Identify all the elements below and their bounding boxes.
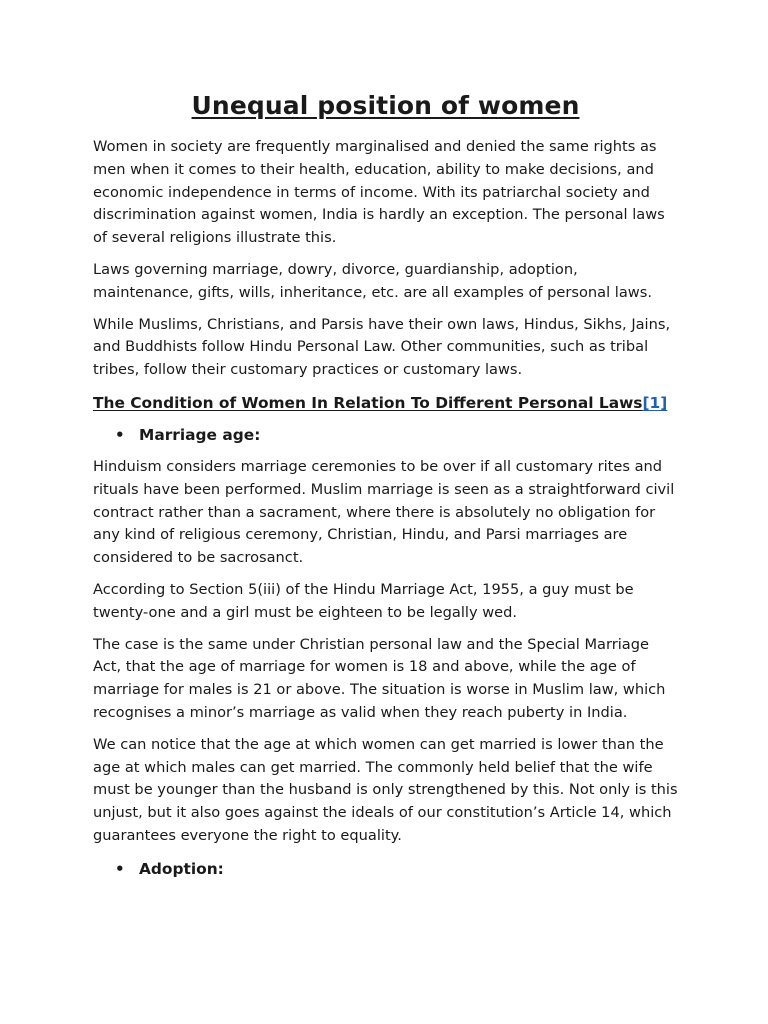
document-page [93,88,678,890]
reference-link[interactable]: [1] [642,393,668,412]
marriage-paragraph-4: We can notice that the age at which women can get married is lower than the age at which males can get married. The commonly held belief that the wife must be younger than the husband is only strengthened by this. Not only is this unjust, but it also goes against the ideals of our constitution’s Article 14, which guarantees everyone the right to equality. [93,735,678,844]
bullet-dot-icon: • [115,425,125,444]
section-heading [93,391,678,415]
marriage-paragraph-1: Hinduism considers marriage ceremonies to be over if all customary rites and rituals have been performed. Muslim marriage is seen as a straightforward civil contract rather than a sacrament, where there is absolutely no obligation for any kind of religious ceremony, Christian, Hindu, and Parsi marriages are considered to be sacrosanct. [93,457,675,567]
marriage-paragraph-2: According to Section 5(iii) of the Hindu Marriage Act, 1955, a guy must be twenty-one and a girl must be eighteen to be legally wed. [93,580,634,621]
bullet-marriage-age [115,423,678,447]
document-title: Unequal position of women [191,91,580,120]
marriage-paragraph-3: The case is the same under Christian personal law and the Special Marriage Act, that the age of marriage for women is 18 and above, while the age of marriage for males is 21 or above. The situation is worse in Muslim law, which recognises a minor’s marriage as valid when they reach puberty in India. [93,635,666,721]
intro-paragraph-2: Laws governing marriage, dowry, divorce, guardianship, adoption, maintenance, gifts, wills, inheritance, etc. are all examples of personal laws. [93,260,652,301]
bullet-marriage-age-label: Marriage age: [139,425,261,444]
bullet-adoption-label: Adoption: [139,859,224,878]
bullet-adoption [115,857,678,881]
section-heading-text: The Condition of Women In Relation To Different Personal Laws [93,393,643,412]
intro-paragraph-3: While Muslims, Christians, and Parsis have their own laws, Hindus, Sikhs, Jains, and Buddhists follow Hindu Personal Law. Other communities, such as tribal tribes, follow their customary practices or customary laws. [93,315,671,379]
intro-paragraph-1: Women in society are frequently marginalised and denied the same rights as men when it comes to their health, education, ability to make decisions, and economic independence in terms of income. With its patriarchal society and discrimination against women, India is hardly an exception. The personal laws of several religions illustrate this. [93,138,665,247]
bullet-dot-icon: • [115,859,125,878]
